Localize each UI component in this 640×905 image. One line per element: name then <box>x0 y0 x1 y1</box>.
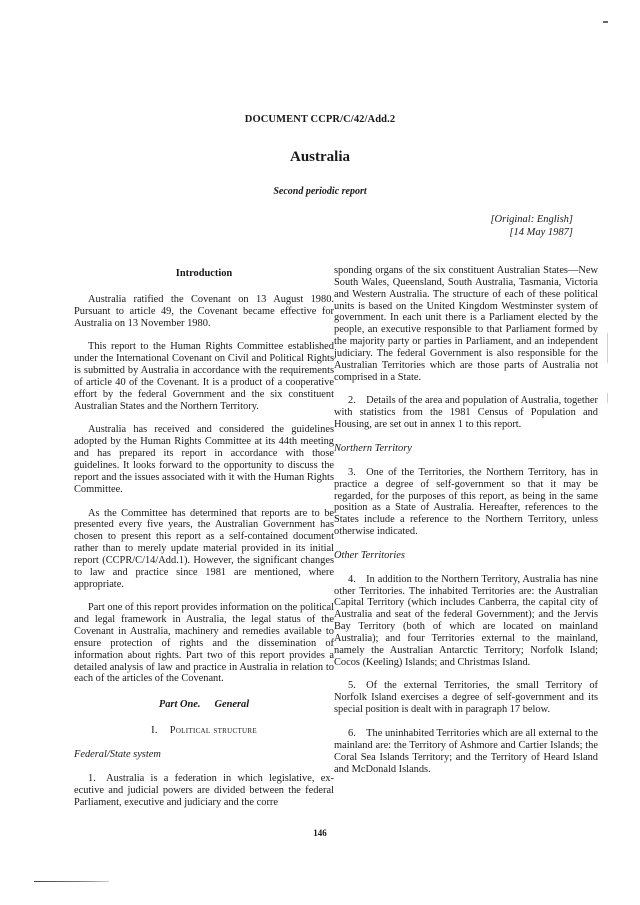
document-subtitle: Second periodic report <box>273 186 367 197</box>
document-title: Australia <box>290 149 350 165</box>
subheading-northern-territory: Northern Territory <box>334 442 412 454</box>
part-title: General <box>214 699 250 711</box>
paragraph-1-continued: sponding organs of the six constituent Australian States—New South Wales, Queensland, South Australia, Tasmania, Victoria and Western Australia. The structure of each of these political units is based on the United Kingdom Westminster system of government. In each unit there is a Parliament elected by the people, an executive responsible to that Parliament formed by the majority party or parties in Parliament, and an independent judiciary. The federal Government is also responsible for the Australian Territories which are those parts of Australia not comprised in a State. <box>334 265 598 383</box>
part-heading <box>74 699 334 711</box>
footnote-rule <box>34 881 109 882</box>
intro-paragraph: As the Committee has determined that reports are to be presented every five years, the Australian Government has chosen to present this report as a self-contained document rather than to merely update material provided in its initial report (CCPR/C/14/Add.1). However, the significant changes to law and practice since 1981 are mentioned, where appropriate. <box>74 507 334 590</box>
numbered-paragraph-5: 5. Of the external Territories, the small Territory of Norfolk Island exercises a degree of self-government and its special position is dealt with in paragraph 17 below. <box>334 680 598 716</box>
numbered-paragraph-1: 1. Australia is a federation in which legislative, executive and judicial powers are divided between the federal Parliament, executive and judiciary and the corre <box>74 772 334 808</box>
subheading-federal-state: Federal/State system <box>74 749 161 760</box>
intro-paragraph: Australia has received and considered the guidelines adopted by the Human Rights Committee at its 44th meeting and has prepared its report in accordance with those guidelines. It looks forward to the opportunity to discuss the report and the issues associated with it with the Human Rights Committee. <box>74 424 334 495</box>
section-numeral: I. <box>151 725 158 737</box>
document-date: [14 May 1987] <box>509 227 573 238</box>
subheading-other-territories: Other Territories <box>334 549 405 561</box>
numbered-paragraph-2: 2. Details of the area and population of Australia, together with statistics from the 1981 Census of Population and Housing, are set out in annex 1 to this report. <box>334 395 598 431</box>
margin-mark <box>607 393 608 403</box>
scan-speck <box>603 21 608 23</box>
part-label: Part One. <box>158 699 201 711</box>
original-language-note <box>490 213 573 239</box>
numbered-paragraph-6: 6. The uninhabited Territories which are all external to the mainland are: the Territory of Ashmore and Cartier Islands; the Coral Sea Islands Territory; and the Territory of Heard Island and McDonald Islands. <box>334 728 598 775</box>
page-number: 146 <box>313 828 327 838</box>
document-id: DOCUMENT CCPR/C/42/Add.2 <box>244 114 396 125</box>
numbered-paragraph-4: 4. In addition to the Northern Territory, Australia has nine other Territories. The inhabited Territories are: the Australian Capital Territory (which includes Canberra, the capital city of Australia and seat of the federal Government); and the Jervis Bay Territory (both of which are located on mainland Australia); and four Territories external to the mainland, namely the Australian Antarctic Territory; Norfolk Island; Cocos (Keeling) Islands; and Christmas Island. <box>334 573 598 668</box>
intro-paragraph: Part one of this report provides information on the political and legal framework in Australia, the legal status of the Covenant in Australia, machinery and remedies available to ensure protection of rights and the dissemination of information about rights. Part two of this report provides a detailed analysis of law and practice in Australia in relation to each of the articles of the Covenant. <box>74 602 334 685</box>
intro-paragraph: This report to the Human Rights Committee established under the International Covenant on Civil and Political Rights is submitted by Australia in accordance with the requirements of article 40 of the Covenant. It is a product of a cooperative effort by the federal Government and the six constituent Australian States and the Northern Territory. <box>74 341 334 412</box>
numbered-paragraph-3: 3. One of the Territories, the Northern Territory, has in practice a degree of self-government so that it may be regarded, for the purposes of this report, as being in the same position as a State of Australia. Hereafter, references to the States include a reference to the Northern Territory, unless otherwise indicated. <box>334 466 598 538</box>
margin-mark <box>607 333 608 363</box>
right-column <box>334 265 598 787</box>
section-title: Political structure <box>169 725 257 737</box>
introduction-heading: Introduction <box>175 268 233 279</box>
left-column <box>74 268 334 820</box>
intro-paragraph: Australia ratified the Covenant on 13 August 1980. Pursuant to article 49, the Covenant became effective for Australia on 13 November 1980. <box>74 293 334 329</box>
section-heading <box>74 725 334 737</box>
original-language: [Original: English] <box>490 214 573 225</box>
